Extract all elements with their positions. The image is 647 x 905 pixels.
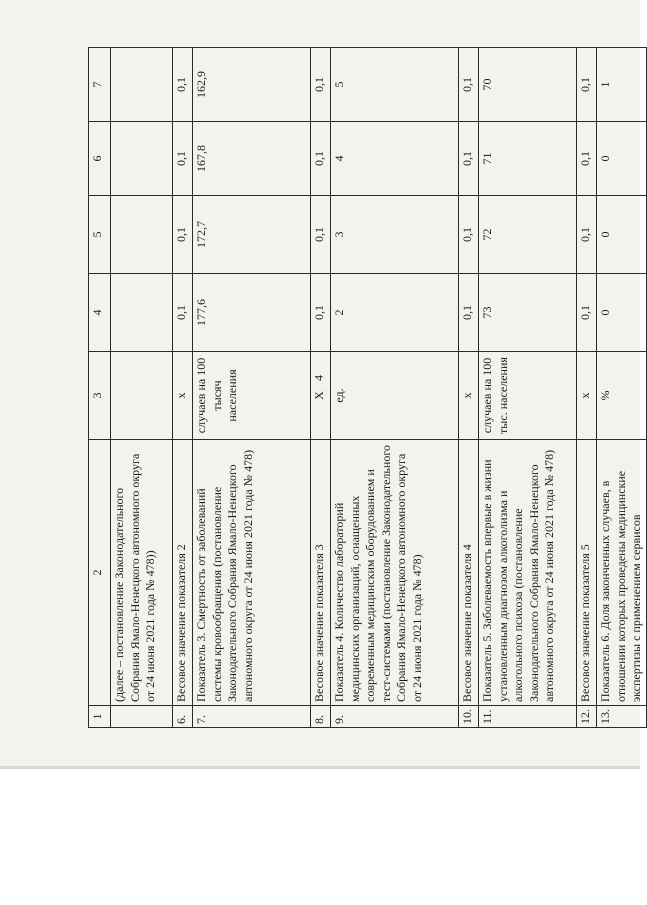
- table-cell: 1: [597, 48, 647, 122]
- header-cell-1: 1: [89, 706, 111, 728]
- rotated-table-wrapper: [88, 48, 644, 728]
- table-cell: 0,1: [577, 48, 597, 122]
- table-cell: 0: [597, 274, 647, 352]
- table-cell: (далее – постановление Законодательного Собрания Ямало-Ненецкого автономного округа от 24 июня 2021 года № 478)): [111, 440, 173, 706]
- table-cell: [111, 48, 173, 122]
- table-cell: 10.: [459, 706, 479, 728]
- table-cell: 5: [331, 48, 459, 122]
- table-cell: 13.: [597, 706, 647, 728]
- table-row: [311, 48, 331, 728]
- table-row: [479, 48, 577, 728]
- table-cell: 73: [479, 274, 577, 352]
- table-cell: 0,1: [311, 196, 331, 274]
- table-cell: х: [577, 352, 597, 440]
- table-cell: [111, 274, 173, 352]
- table-body: [89, 48, 647, 728]
- table-cell: [111, 706, 173, 728]
- table-row: [577, 48, 597, 728]
- table-cell: 4: [331, 122, 459, 196]
- table-cell: 71: [479, 122, 577, 196]
- table-cell: 0,1: [459, 196, 479, 274]
- table-cell: 0: [597, 122, 647, 196]
- header-cell-6: 6: [89, 122, 111, 196]
- table-cell: Показатель 5. Заболеваемость впервые в жизни установленным диагнозом алкоголизма и алкогольного психоза (постановление Законодательного Собрания Ямало-Ненецкого автономного округа от 24 июня 2021 года № 478): [479, 440, 577, 706]
- table-cell: Показатель 6. Доля законченных случаев, в отношении которых проведены медицинские экспертизы с применением сервисов: [597, 440, 647, 706]
- table-cell: Показатель 4. Количество лабораторий медицинских организаций, оснащенных современным медицинским оборудованием и тест-системами (постановление Законодательного Собрания Ямало-Ненецкого автономного округа от 24 июня 2021 года № 478): [331, 440, 459, 706]
- table-cell: %: [597, 352, 647, 440]
- table-row: [597, 48, 647, 728]
- table-cell: Х: [311, 352, 331, 440]
- table-cell: х: [459, 352, 479, 440]
- table-cell: 0,1: [173, 196, 193, 274]
- header-cell-3: 3: [89, 352, 111, 440]
- table-cell: х: [173, 352, 193, 440]
- table-cell: 0,1: [311, 48, 331, 122]
- table-cell: [111, 122, 173, 196]
- header-cell-5: 5: [89, 196, 111, 274]
- page-edge: [0, 766, 640, 769]
- table-cell: 0,1: [311, 274, 331, 352]
- table-cell: 9.: [331, 706, 459, 728]
- header-cell-2: 2: [89, 440, 111, 706]
- table-cell: 12.: [577, 706, 597, 728]
- table-cell: 162,9: [193, 48, 311, 122]
- table-cell: 11.: [479, 706, 577, 728]
- table-row: [111, 48, 173, 728]
- table-cell: 172,7: [193, 196, 311, 274]
- table-header-row: [89, 48, 111, 728]
- table-cell: 0,1: [173, 274, 193, 352]
- table-cell: 8.: [311, 706, 331, 728]
- table-cell: 0,1: [459, 122, 479, 196]
- table-cell: Весовое значение показателя 3: [311, 440, 331, 706]
- table-cell: 0,1: [311, 122, 331, 196]
- table-cell: случаев на 100 тысяч населения: [193, 352, 311, 440]
- table-cell: [111, 352, 173, 440]
- header-cell-7: 7: [89, 48, 111, 122]
- table-cell: 3: [331, 196, 459, 274]
- table-cell: 177,6: [193, 274, 311, 352]
- table-cell: случаев на 100 тыс. населения: [479, 352, 577, 440]
- table-cell: 0,1: [577, 196, 597, 274]
- table-cell: 0,1: [459, 274, 479, 352]
- table-cell: Показатель 3. Смертность от заболеваний системы кровообращения (постановление Законодательного Собрания Ямало-Ненецкого автономного округа от 24 июня 2021 года № 478): [193, 440, 311, 706]
- table-cell: 0,1: [459, 48, 479, 122]
- table-cell: 0: [597, 196, 647, 274]
- table-cell: Весовое значение показателя 2: [173, 440, 193, 706]
- table-cell: 2: [331, 274, 459, 352]
- table-cell: 0,1: [577, 274, 597, 352]
- table-cell: 0,1: [577, 122, 597, 196]
- table-cell: [111, 196, 173, 274]
- indicators-table: [88, 47, 647, 728]
- table-cell: 70: [479, 48, 577, 122]
- table-row: [459, 48, 479, 728]
- table-cell: ед.: [331, 352, 459, 440]
- table-cell: 72: [479, 196, 577, 274]
- table-row: [193, 48, 311, 728]
- table-row: [331, 48, 459, 728]
- table-cell: Весовое значение показателя 4: [459, 440, 479, 706]
- table-cell: 6.: [173, 706, 193, 728]
- table-row: [173, 48, 193, 728]
- table-cell: Весовое значение показателя 5: [577, 440, 597, 706]
- table-cell: 0,1: [173, 122, 193, 196]
- header-cell-4: 4: [89, 274, 111, 352]
- page-number: 4: [311, 375, 326, 381]
- table-cell: 7.: [193, 706, 311, 728]
- table-cell: 0,1: [173, 48, 193, 122]
- table-cell: 167,8: [193, 122, 311, 196]
